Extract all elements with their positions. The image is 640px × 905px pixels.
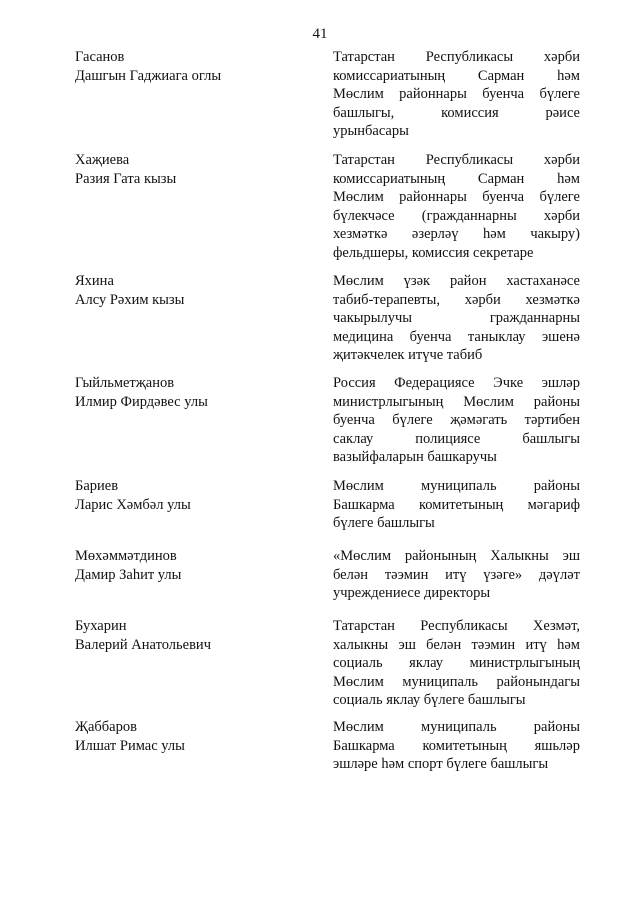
member-surname: Хаҗиева <box>75 152 130 168</box>
position-word: бүлеге <box>539 189 580 205</box>
position-word: җәмәгать <box>450 412 508 428</box>
position-word: Башкарма <box>333 496 395 513</box>
position-word: бүлекчәсе <box>333 207 395 224</box>
position-word: эш <box>398 636 416 653</box>
position-line <box>333 617 580 636</box>
position-word: табиб-терапевты, <box>333 291 440 308</box>
position-word: «Мөслим <box>333 548 391 564</box>
position-word: эшләре һәм спорт бүлеге башлыгы <box>333 756 549 772</box>
position-word: учреждениесе директоры <box>333 585 491 601</box>
position-line <box>333 584 580 603</box>
position-word: буенча <box>482 86 525 102</box>
position-word: полициясе <box>415 430 481 447</box>
position-word: үзәге» <box>483 566 523 583</box>
position-word: яклау <box>409 655 444 671</box>
member-position <box>333 617 580 710</box>
position-line <box>333 151 580 170</box>
position-word: һәм <box>482 226 506 242</box>
position-word: Мөслим <box>333 719 384 735</box>
position-line <box>333 225 580 244</box>
position-word: эш <box>562 548 580 564</box>
member-surname: Бухарин <box>75 618 127 634</box>
position-word: Россия <box>333 375 376 391</box>
member-surname: Җаббаров <box>75 719 137 735</box>
position-word: комитетының <box>422 737 507 754</box>
position-word: районындагы <box>496 673 580 690</box>
position-word: чакырылучы <box>333 310 413 326</box>
position-word: хезмәткә <box>333 226 388 242</box>
position-word: белән <box>333 566 369 583</box>
position-line <box>333 566 580 585</box>
member-position <box>333 547 580 603</box>
position-word: социаль яклау бүлеге башлыгы <box>333 692 526 708</box>
position-word: җитәкчелек итүче табиб <box>333 347 483 363</box>
position-word: (гражданнарны <box>421 207 517 224</box>
position-line <box>333 104 580 123</box>
position-word: министрлыгының <box>333 393 444 410</box>
member-given-name: Дамир Заһит улы <box>75 566 182 583</box>
position-word: һәм <box>557 67 580 84</box>
position-line <box>333 244 580 263</box>
member-surname: Яхина <box>75 273 114 289</box>
position-line <box>333 374 580 393</box>
position-word: эшенә <box>541 328 580 345</box>
position-word: районнары <box>399 189 467 205</box>
position-word: бүлеге башлыгы <box>333 515 435 531</box>
position-line <box>333 207 580 226</box>
member-position <box>333 477 580 533</box>
position-word: Мөслим <box>333 86 384 102</box>
position-word: Мөслим <box>333 673 384 690</box>
position-word: комиссия <box>441 104 499 121</box>
position-word: комиссариатының <box>333 170 446 187</box>
position-word: тәртибен <box>524 412 580 428</box>
member-name <box>75 151 315 188</box>
position-word: халыкны <box>333 636 389 653</box>
member-position <box>333 272 580 365</box>
position-line <box>333 755 580 774</box>
member-surname: Гыйльметҗанов <box>75 375 175 391</box>
position-line <box>333 430 580 449</box>
position-word: районы <box>533 478 580 494</box>
position-word: мәгариф <box>527 496 580 513</box>
position-word: һәм <box>557 636 580 653</box>
position-line <box>333 67 580 86</box>
position-word: үзәк <box>403 273 431 289</box>
position-word: белән <box>426 636 462 653</box>
position-line <box>333 48 580 67</box>
member-given-name: Алсу Рәхим кызы <box>75 291 185 308</box>
position-word: Федерациясе <box>394 375 475 391</box>
position-word: вазыйфаларын башкаручы <box>333 449 497 465</box>
position-line <box>333 122 580 141</box>
member-position <box>333 48 580 141</box>
position-word: комиссариатының <box>333 67 446 84</box>
position-word: Татарстан <box>333 152 395 168</box>
position-line <box>333 346 580 365</box>
position-word: муниципаль <box>420 478 497 494</box>
position-word: Республикасы <box>420 618 508 634</box>
position-word: Мөслим <box>333 273 384 289</box>
position-word: буенча <box>409 328 452 345</box>
page-number: 41 <box>312 26 328 42</box>
member-name <box>75 48 315 85</box>
position-word: Эчке <box>493 375 524 391</box>
member-name <box>75 477 315 514</box>
position-word: Халыкны <box>490 548 549 564</box>
position-word: таныклау <box>467 328 526 345</box>
position-word: башлыгы <box>522 430 580 447</box>
position-word: муниципаль <box>402 673 478 690</box>
position-word: районы <box>533 719 580 735</box>
member-surname: Бариев <box>75 478 119 494</box>
position-word: хастаханәсе <box>506 273 580 289</box>
member-position <box>333 151 580 262</box>
position-line <box>333 309 580 328</box>
position-word: яшьләр <box>534 737 580 754</box>
position-word: эшләр <box>541 375 580 391</box>
position-line <box>333 514 580 533</box>
member-position <box>333 374 580 467</box>
member-given-name: Дашгын Гаджиага оглы <box>75 67 222 84</box>
position-word: районының <box>404 548 477 564</box>
position-word: гражданнарны <box>489 310 580 326</box>
position-word: хәрби <box>543 49 580 65</box>
position-word: хәрби <box>464 291 501 308</box>
member-position <box>333 718 580 774</box>
position-word: хәрби <box>543 152 580 168</box>
position-word: дәүләт <box>538 566 580 583</box>
position-line <box>333 328 580 347</box>
position-word: рәисе <box>545 104 580 121</box>
position-word: итү <box>445 566 467 583</box>
position-word: министрлыгының <box>469 655 580 671</box>
member-name <box>75 718 315 755</box>
position-word: итү <box>525 636 547 653</box>
position-word: социаль <box>333 655 383 671</box>
position-word: Башкарма <box>333 737 395 754</box>
member-surname: Мөхәммәтдинов <box>75 548 177 564</box>
member-name <box>75 374 315 411</box>
position-line <box>333 448 580 467</box>
position-line <box>333 547 580 566</box>
member-name <box>75 272 315 309</box>
member-given-name: Разия Гата кызы <box>75 170 177 187</box>
position-word: Татарстан <box>333 49 395 65</box>
position-word: урынбасары <box>333 123 409 139</box>
position-word: комитетының <box>418 496 504 513</box>
position-word: район <box>450 273 487 289</box>
position-line <box>333 673 580 692</box>
position-line <box>333 496 580 515</box>
position-word: медицина <box>333 328 394 345</box>
position-word: районы <box>533 393 580 410</box>
position-word: Сарман <box>477 67 525 84</box>
position-word: саклау <box>333 430 374 447</box>
position-word: Республикасы <box>425 152 514 168</box>
member-given-name: Илшат Римас улы <box>75 737 185 754</box>
position-line <box>333 477 580 496</box>
position-word: бүлеге <box>539 86 580 102</box>
position-line <box>333 188 580 207</box>
position-word: муниципаль <box>420 719 497 735</box>
position-line <box>333 411 580 430</box>
position-word: Мөслим <box>333 478 384 494</box>
position-line <box>333 291 580 310</box>
position-word: буенча <box>333 412 375 428</box>
position-word: хезмәткә <box>525 291 580 308</box>
position-word: Хезмәт, <box>532 618 580 634</box>
position-line <box>333 737 580 756</box>
position-word: фельдшеры, комиссия секретаре <box>333 244 534 261</box>
position-line <box>333 170 580 189</box>
member-name <box>75 547 315 584</box>
position-word: әзерләү <box>411 226 459 242</box>
position-line <box>333 691 580 710</box>
position-line <box>333 85 580 104</box>
position-word: тәэмин <box>471 636 516 653</box>
position-line <box>333 718 580 737</box>
position-line <box>333 636 580 655</box>
position-word: бүлеге <box>392 412 433 428</box>
position-word: Сарман <box>477 170 525 187</box>
position-line <box>333 654 580 673</box>
position-word: Татарстан <box>333 618 395 634</box>
position-word: буенча <box>482 189 525 205</box>
member-name <box>75 617 315 654</box>
member-given-name: Ларис Хәмбәл улы <box>75 496 191 513</box>
position-word: һәм <box>557 170 580 187</box>
position-word: Мөслим <box>333 189 384 205</box>
member-given-name: Валерий Анатольевич <box>75 636 211 653</box>
position-word: башлыгы, <box>333 104 395 121</box>
position-line <box>333 393 580 412</box>
position-line <box>333 272 580 291</box>
position-word: чакыру) <box>530 226 580 242</box>
position-word: Мөслим <box>463 393 514 410</box>
position-word: районнары <box>399 86 467 102</box>
position-word: тәэмин <box>384 566 429 583</box>
member-surname: Гасанов <box>75 49 125 65</box>
position-word: хәрби <box>543 207 580 224</box>
member-given-name: Илмир Фирдәвес улы <box>75 393 208 410</box>
position-word: Республикасы <box>425 49 514 65</box>
